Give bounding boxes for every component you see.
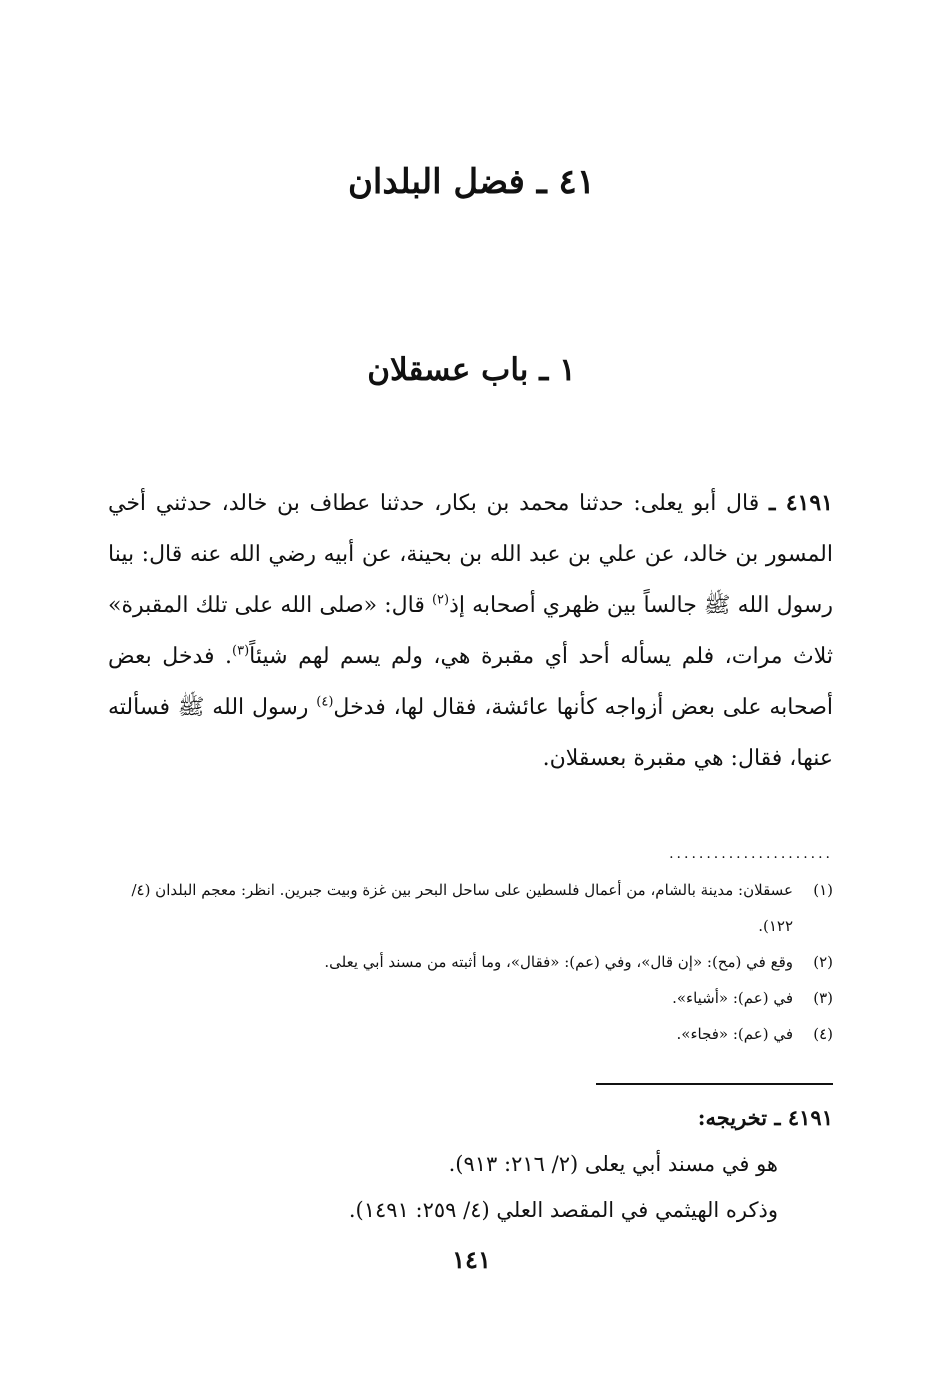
hadith-text — [108, 478, 833, 784]
hadith-part-4: رسول الله ﷺ فسألته عنها، فقال: هي مقبرة بعسقلان. — [108, 695, 833, 771]
footnote-number: (٤) — [813, 1025, 833, 1043]
chapter-title: ٤١ ـ فضل البلدان — [347, 162, 596, 202]
hadith-part-2: قال: «صلى الله على تلك المقبرة» ثلاث مرات، فلم يسأله أحد أي مقبرة هي، ولم يسم لهم شيئاً — [108, 593, 833, 669]
footnote-2 — [108, 944, 833, 980]
footnote-4 — [108, 1016, 833, 1052]
footnote-1 — [108, 872, 833, 944]
footnote-text: عسقلان: مدينة بالشام، من أعمال فلسطين على ساحل البحر بين غزة وبيت جبرين. انظر: معجم البلدان (٤/ ١٢٢). — [131, 881, 793, 935]
footnotes — [108, 872, 833, 1052]
takhrij-line-1: هو في مسند أبي يعلى (٢/ ٢١٦: ٩١٣). — [448, 1152, 778, 1176]
footnote-number: (٢) — [813, 953, 833, 971]
takhrij-line-2: وذكره الهيثمي في المقصد العلي (٤/ ٢٥٩: ١٤٩١). — [348, 1198, 778, 1222]
section-title: ١ ـ باب عسقلان — [367, 352, 576, 388]
footnote-number: (١) — [813, 881, 833, 899]
footnote-text: في (عم): «فجاء». — [676, 1025, 793, 1043]
footnote-separator: ...................... — [669, 846, 833, 862]
takhrij-divider — [596, 1083, 833, 1085]
footnote-ref-4: (٤) — [316, 694, 334, 710]
footnote-3 — [108, 980, 833, 1016]
footnote-text: وقع في (مح): «إن قال»، وفي (عم): «فقال»، وما أثبته من مسند أبي يعلى. — [324, 953, 793, 971]
footnote-ref-3: (٣) — [232, 643, 250, 659]
takhrij-section — [108, 1095, 833, 1233]
hadith-number: ٤١٩١ ـ — [768, 490, 833, 516]
footnote-number: (٣) — [813, 989, 833, 1007]
hadith-part-1: قال أبو يعلى: حدثنا محمد بن بكار، حدثنا عطاف بن خالد، حدثني أخي المسور بن خالد، عن علي بن عبد الله بن بحينة، عن أبيه رضي الله عنه قال: بينا رسول الله ﷺ جالساً بين ظهري أصحابه إذ — [108, 491, 833, 618]
footnote-text: في (عم): «أشياء». — [672, 989, 793, 1007]
hadith-part-3: . فدخل بعض أصحابه على بعض أزواجه كأنها عائشة، فقال لها، فدخل — [108, 644, 834, 720]
footnote-ref-2: (٢) — [431, 592, 450, 608]
page-number: ١٤١ — [452, 1245, 491, 1274]
takhrij-heading: ٤١٩١ ـ تخريجه: — [697, 1105, 833, 1130]
